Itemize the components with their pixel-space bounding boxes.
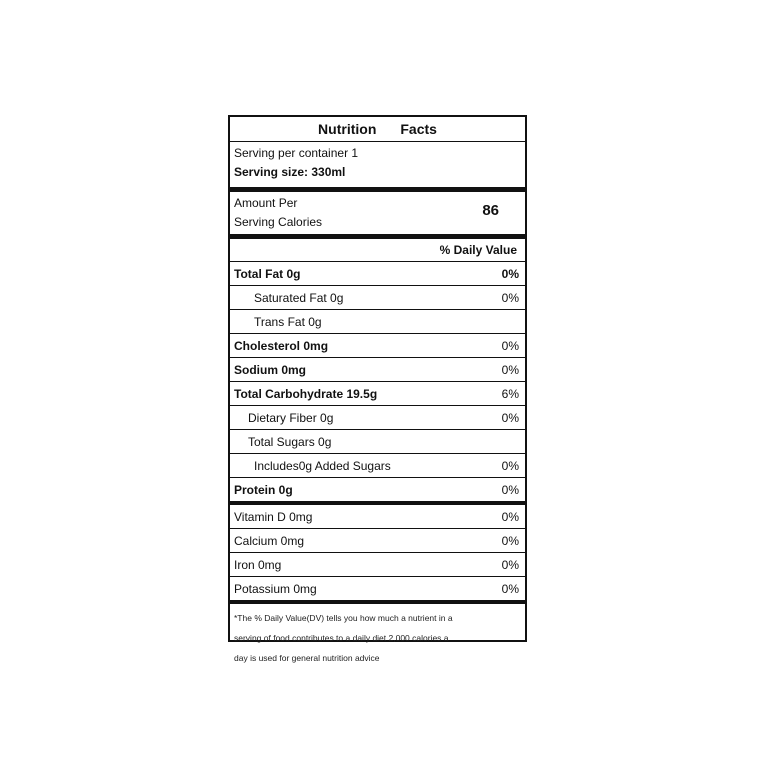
nutrient-row-added-sugars [230, 454, 525, 478]
nutrient-pct: 0% [501, 458, 519, 473]
nutrient-row-sodium [230, 358, 525, 382]
nutrient-name: Includes0g Added Sugars [254, 458, 391, 473]
nutrient-row-total-sugars [230, 430, 525, 454]
nutrient-row-dietary-fiber [230, 406, 525, 430]
nutrient-pct: 0% [501, 482, 519, 497]
footnote [230, 604, 525, 668]
nutrient-pct: 6% [501, 386, 519, 401]
title-facts: Facts [400, 121, 437, 137]
nutrient-row-potassium [230, 577, 525, 604]
calories-section [230, 192, 525, 239]
nutrient-row-total-fat [230, 262, 525, 286]
footnote-line: day is used for general nutrition advice [234, 653, 380, 663]
nutrient-row-trans-fat [230, 310, 525, 334]
nutrient-name: Vitamin D 0mg [234, 509, 313, 524]
serving-size: Serving size: 330ml [234, 165, 346, 179]
nutrient-name: Protein 0g [234, 482, 293, 497]
nutrient-name: Total Fat 0g [234, 266, 301, 281]
nutrient-row-calcium [230, 529, 525, 553]
nutrient-name: Trans Fat 0g [254, 314, 322, 329]
nutrition-facts-label [228, 115, 527, 663]
nutrient-pct: 0% [501, 290, 519, 305]
footnote-line: *The % Daily Value(DV) tells you how much a nutrient in a [234, 613, 453, 623]
title-nutrition: Nutrition [318, 121, 377, 137]
nutrient-name: Total Carbohydrate 19.5g [234, 386, 378, 401]
nutrient-pct: 0% [501, 509, 519, 524]
servings-per-container: Serving per container 1 [234, 146, 359, 160]
nutrient-name: Sodium 0mg [234, 362, 307, 377]
daily-value-header: % Daily Value [230, 239, 525, 262]
serving-calories-label: Serving Calories [234, 215, 323, 229]
nutrient-row-cholesterol [230, 334, 525, 358]
nutrient-pct: 0% [501, 533, 519, 548]
nutrient-pct: 0% [501, 581, 519, 596]
nutrient-pct: 0% [501, 266, 519, 281]
calories-value: 86 [482, 202, 499, 219]
nutrient-row-saturated-fat [230, 286, 525, 310]
serving-info [230, 142, 525, 192]
nutrient-pct: 0% [501, 410, 519, 425]
nutrient-row-vitamin-d [230, 505, 525, 529]
nutrient-name: Iron 0mg [234, 557, 282, 572]
nutrient-row-protein [230, 478, 525, 505]
nutrient-name: Cholesterol 0mg [234, 338, 329, 353]
nutrient-name: Total Sugars 0g [248, 434, 332, 449]
nutrient-name: Potassium 0mg [234, 581, 317, 596]
amount-per-label: Amount Per [234, 196, 298, 210]
nutrient-name: Calcium 0mg [234, 533, 305, 548]
nutrient-name: Dietary Fiber 0g [248, 410, 334, 425]
nutrient-name: Saturated Fat 0g [254, 290, 344, 305]
nutrient-pct: 0% [501, 338, 519, 353]
nutrient-row-total-carbohydrate [230, 382, 525, 406]
label-title [230, 117, 525, 142]
nutrient-row-iron [230, 553, 525, 577]
nutrient-pct: 0% [501, 557, 519, 572]
footnote-line: serving of food contributes to a daily diet 2,000 calories a [234, 633, 449, 643]
nutrient-pct: 0% [501, 362, 519, 377]
